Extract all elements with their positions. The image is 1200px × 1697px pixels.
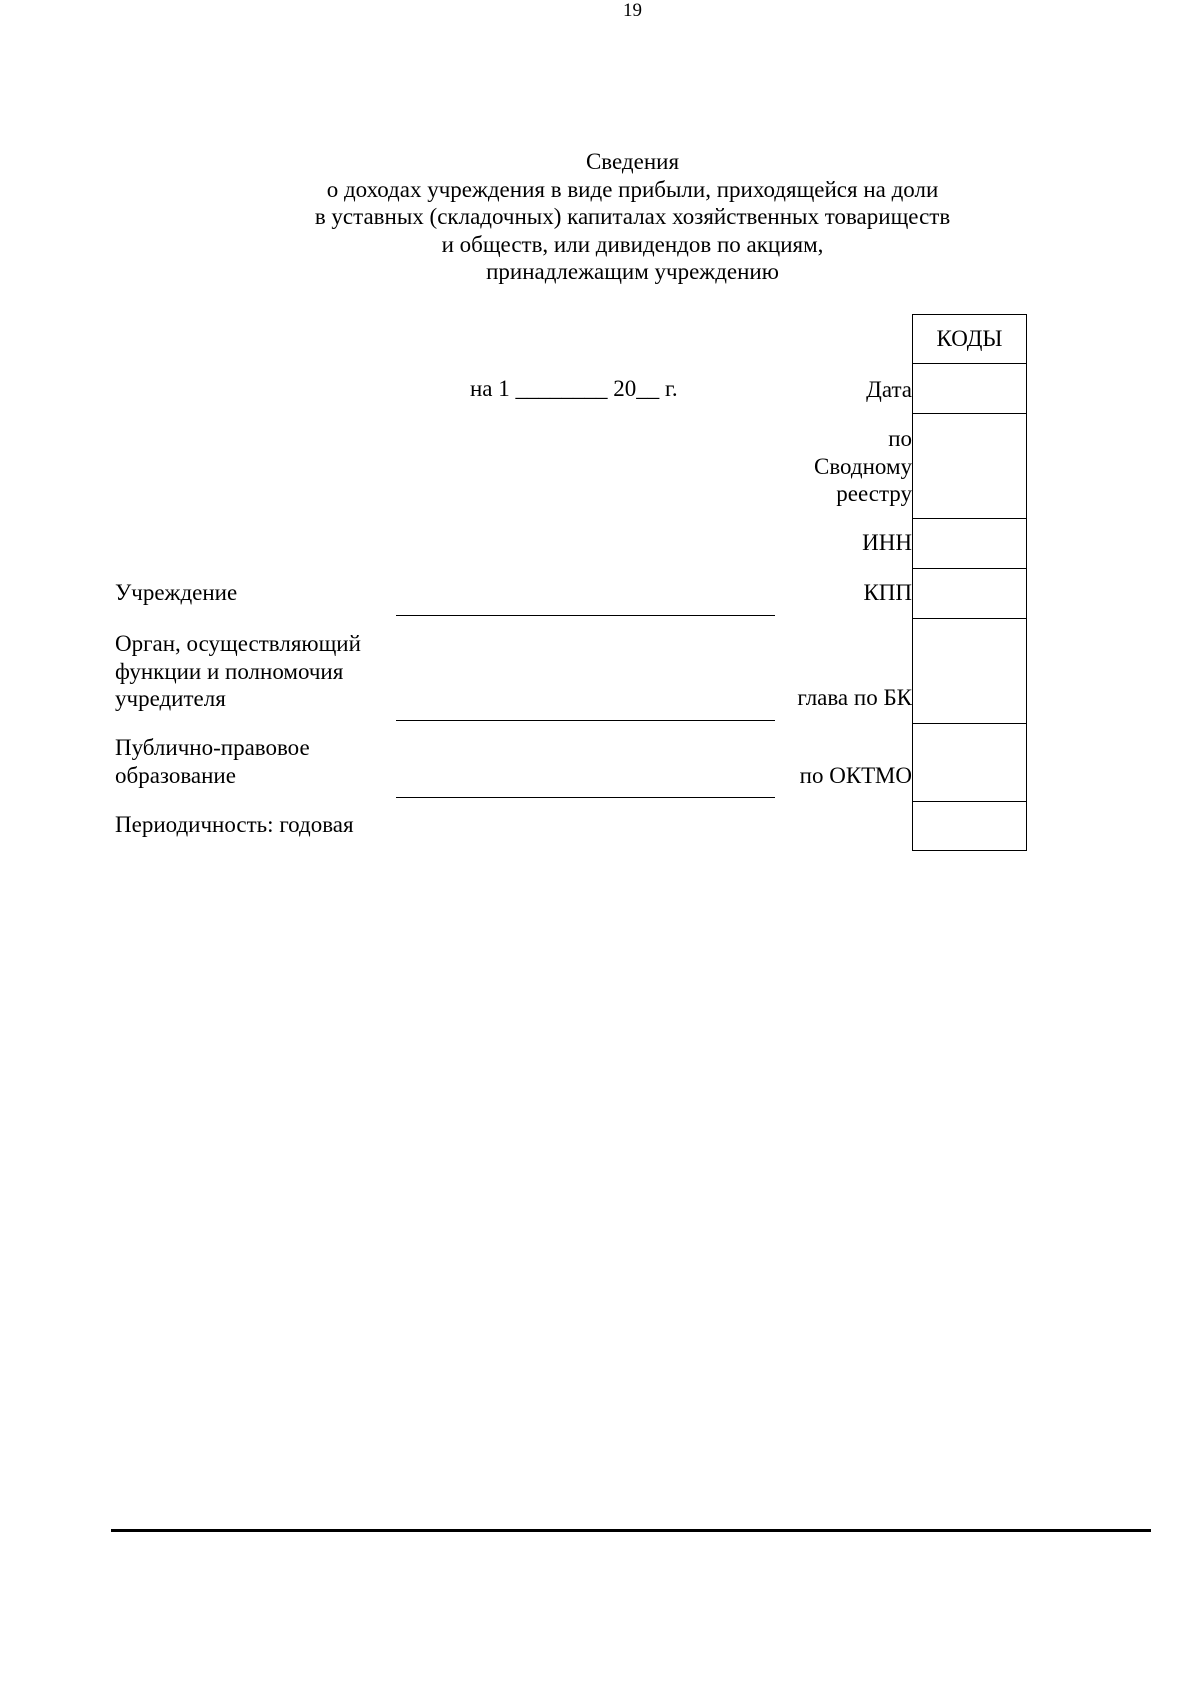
founder-body-label [115, 630, 361, 713]
founder-label-line: Орган, осуществляющий [115, 631, 361, 656]
oktmo-code-cell[interactable] [913, 724, 1027, 802]
title-line: в уставных (складочных) капиталах хозяйственных товариществ [314, 204, 951, 229]
title-line: Сведения [585, 149, 680, 174]
founder-body-field[interactable] [396, 720, 775, 721]
oktmo-code-label: по ОКТМО [799, 763, 912, 788]
document-title [230, 148, 1035, 286]
date-code-label: Дата [866, 377, 912, 402]
founder-label-line: учредителя [115, 686, 226, 711]
date-code-cell[interactable] [913, 364, 1027, 414]
founder-label-line: функции и полномочия [115, 658, 344, 684]
registry-label-line: по [888, 426, 912, 451]
title-line: принадлежащим учреждению [486, 259, 779, 284]
footer-divider [111, 1529, 1151, 1532]
report-date-line[interactable]: на 1 ________ 20__ г. [470, 376, 678, 401]
kpp-code-label: КПП [863, 580, 912, 605]
inn-code-cell[interactable] [913, 519, 1027, 569]
title-line: и обществ, или дивидендов по акциям, [441, 231, 824, 257]
codes-table [912, 314, 1027, 851]
registry-label-line: реестру [836, 481, 912, 506]
title-line: о доходах учреждения в виде прибыли, приходящейся на доли [326, 176, 939, 202]
kpp-code-cell[interactable] [913, 569, 1027, 619]
periodicity-label: Периодичность: годовая [115, 812, 354, 837]
glava-bk-code-cell[interactable] [913, 619, 1027, 724]
glava-bk-code-label: глава по БК [797, 685, 912, 710]
inn-code-label: ИНН [862, 530, 912, 555]
registry-label-line: Сводному [813, 453, 912, 479]
registry-code-cell[interactable] [913, 414, 1027, 519]
periodicity-code-cell[interactable] [913, 802, 1027, 851]
codes-header: КОДЫ [913, 315, 1027, 364]
registry-code-label [814, 425, 912, 508]
public-entity-label [115, 734, 310, 789]
institution-label: Учреждение [115, 580, 238, 605]
institution-field[interactable] [396, 615, 775, 616]
public-entity-field[interactable] [396, 797, 775, 798]
page-number: 19 [623, 0, 642, 21]
public-entity-label-line: Публично-правовое [115, 735, 310, 760]
public-entity-label-line: образование [115, 762, 236, 788]
